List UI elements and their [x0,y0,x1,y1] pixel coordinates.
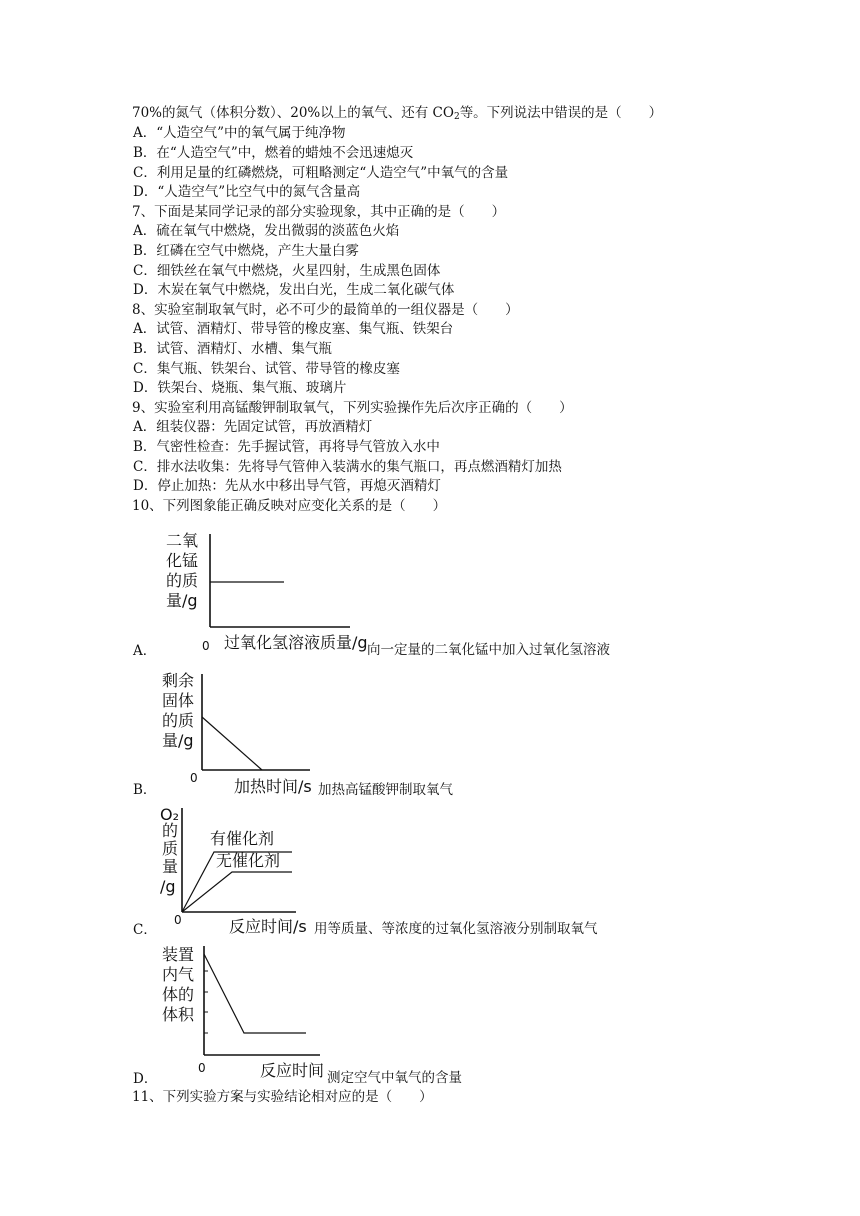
graph-d-letter: D． [133,1071,158,1087]
q9-stem: 9、实验室利用高锰酸钾制取氧气，下列实验操作先后次序正确的（ ） [132,400,573,416]
graph-a [160,530,370,660]
graph-a-origin: 0 [202,639,210,653]
graph-c-series-label-catalyst: 有催化剂 [210,829,275,848]
graph-b-origin: 0 [190,771,198,785]
graph-c-origin: 0 [174,913,182,927]
graph-a-svg [160,530,370,660]
graph-c-series-label-no-catalyst: 无催化剂 [216,851,281,870]
graph-b-xlabel: 加热时间/s [234,777,312,796]
q6-stem-start: 70%的氮气（体积分数）、20%以上的氧气、还有 CO [132,105,454,121]
q6-stem-sub: 2 [453,112,460,122]
q9-option-c: C．排水法收集：先将导气管伸入装满水的集气瓶口，再点燃酒精灯加热 [133,459,562,475]
q10-stem: 10、下列图象能正确反映对应变化关系的是（ ） [132,498,447,514]
q9-option-b: B．气密性检查：先手握试管，再将导气管放入水中 [133,439,440,455]
graph-d-ylabel-1: 装置 [162,945,195,964]
graph-c-xlabel: 反应时间/s [229,917,307,936]
graph-d-curve [204,954,306,1033]
graph-c-letter: C． [133,922,157,938]
q8-option-d: D．铁架台、烧瓶、集气瓶、玻璃片 [133,380,347,396]
graph-a-ylabel-4: 量/g [166,591,198,610]
graph-c-ylabel-5: /g [160,877,176,896]
q7-option-c: C．细铁丝在氧气中燃烧，火星四射，生成黑色固体 [133,263,441,279]
graph-c-ylabel-4: 量 [162,857,179,876]
q9-option-a: A．组装仪器：先固定试管，再放酒精灯 [133,419,373,435]
q7-option-d: D．木炭在氧气中燃烧，发出白光，生成二氧化碳气体 [133,282,455,298]
q8-stem: 8、实验室制取氧气时，必不可少的最简单的一组仪器是（ ） [132,302,519,318]
q6-option-b: B．在“人造空气”中，燃着的蜡烛不会迅速熄灭 [133,145,414,161]
q6-option-a: A．“人造空气”中的氧气属于纯净物 [133,125,346,141]
graph-b-ylabel-1: 剩余 [162,671,195,690]
graph-b-curve [202,717,262,770]
graph-c-ylabel-3: 质 [162,839,179,858]
graph-b-svg [160,668,330,798]
graph-d-caption: 测定空气中氧气的含量 [327,1070,462,1086]
graph-c-ylabel-1: O₂ [160,805,180,824]
q8-option-c: C．集气瓶、铁架台、试管、带导管的橡皮塞 [133,361,400,377]
graph-d-ylabel-2: 内气 [162,965,195,984]
graph-b-letter: B． [133,782,157,798]
q6-stem-end: 等。下列说法中错误的是（ ） [459,105,663,121]
q11-stem: 11、下列实验方案与实验结论相对应的是（ ） [132,1089,433,1105]
graph-d-ylabel-3: 体的 [162,985,195,1004]
graph-d [160,942,330,1082]
graph-a-ylabel-1: 二氧 [166,531,199,550]
q8-option-a: A．试管、酒精灯、带导管的橡皮塞、集气瓶、铁架台 [133,321,454,337]
graph-a-ylabel-3: 的质 [166,571,199,590]
graph-d-ylabel-4: 体积 [162,1005,195,1024]
q6-stem [132,104,662,126]
graph-c-caption: 用等质量、等浓度的过氧化氢溶液分别制取氧气 [314,921,598,937]
q7-stem: 7、下面是某同学记录的部分实验现象，其中正确的是（ ） [132,204,506,220]
graph-b-ylabel-4: 量/g [162,731,194,750]
graph-b [160,668,330,798]
graph-a-xlabel: 过氧化氢溶液质量/g [224,633,368,652]
graph-a-caption: 向一定量的二氧化锰中加入过氧化氢溶液 [367,642,610,658]
graph-b-ylabel-2: 固体 [162,691,195,710]
q7-option-b: B．红磷在空气中燃烧，产生大量白雾 [133,243,359,259]
graph-c-xlabel-svg [225,910,315,938]
graph-d-svg [160,942,330,1082]
graph-a-letter: A． [133,643,157,659]
graph-c-curve-no-catalyst [182,872,292,912]
graph-b-caption: 加热高锰酸钾制取氧气 [318,782,453,798]
graph-c-ylabel-2: 的 [162,821,179,840]
q6-option-c: C．利用足量的红磷燃烧，可粗略测定“人造空气”中氧气的含量 [133,165,509,181]
q7-option-a: A．硫在氧气中燃烧，发出微弱的淡蓝色火焰 [133,223,400,239]
q9-option-d: D．停止加热：先从水中移出导气管，再熄灭酒精灯 [133,478,441,494]
graph-d-xlabel: 反应时间 [260,1061,325,1080]
q8-option-b: B．试管、酒精灯、水槽、集气瓶 [133,341,332,357]
graph-d-origin: 0 [198,1061,206,1075]
graph-b-ylabel-3: 的质 [162,711,195,730]
q6-option-d: D．“人造空气”比空气中的氮气含量高 [133,184,361,200]
graph-a-ylabel-2: 化锰 [166,551,199,570]
